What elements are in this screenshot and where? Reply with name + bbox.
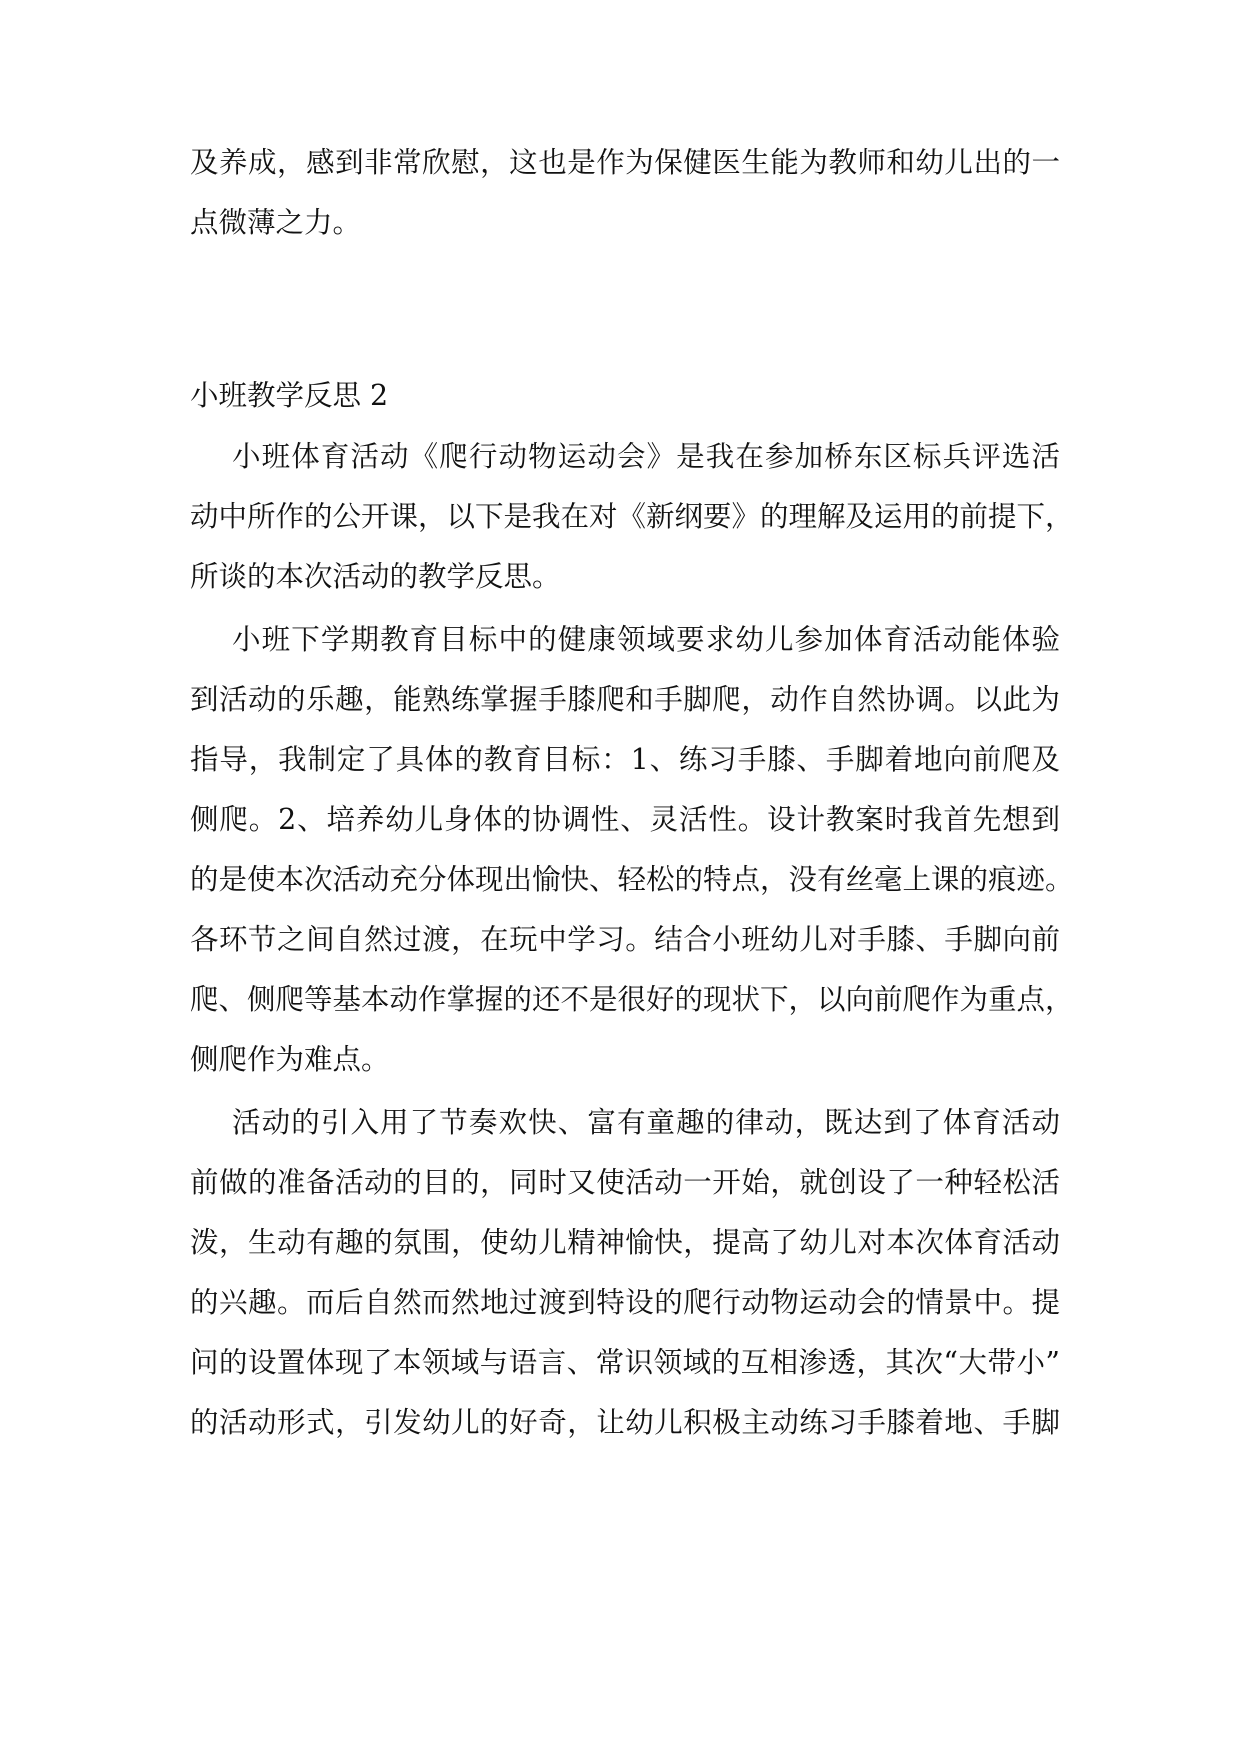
text-line: 前做的准备活动的目的，同时又使活动一开始，就创设了一种轻松活 [190, 1166, 1060, 1199]
text-line: 的是使本次活动充分体现出愉快、轻松的特点，没有丝毫上课的痕迹。 [190, 863, 1074, 896]
text-line: 的兴趣。而后自然而然地过渡到特设的爬行动物运动会的情景中。提 [190, 1286, 1060, 1319]
text-line: 小班下学期教育目标中的健康领域要求幼儿参加体育活动能体验 [232, 623, 1060, 656]
text-line: 各环节之间自然过渡，在玩中学习。结合小班幼儿对手膝、手脚向前 [190, 923, 1060, 956]
text-line: 爬、侧爬等基本动作掌握的还不是很好的现状下，以向前爬作为重点， [190, 983, 1074, 1016]
text-line: 动中所作的公开课，以下是我在对《新纲要》的理解及运用的前提下， [190, 500, 1074, 533]
text-line: 及养成，感到非常欣慰，这也是作为保健医生能为教师和幼儿出的一 [190, 146, 1060, 179]
text-line: 指导，我制定了具体的教育目标：1、练习手膝、手脚着地向前爬及 [190, 743, 1060, 776]
text-line: 到活动的乐趣，能熟练掌握手膝爬和手脚爬，动作自然协调。以此为 [190, 683, 1060, 716]
text-line: 活动的引入用了节奏欢快、富有童趣的律动，既达到了体育活动 [232, 1106, 1060, 1139]
text-line: 所谈的本次活动的教学反思。 [190, 560, 561, 593]
text-line: 点微薄之力。 [190, 206, 362, 239]
text-line: 的活动形式，引发幼儿的好奇，让幼儿积极主动练习手膝着地、手脚 [190, 1406, 1060, 1439]
section-title: 小班教学反思 2 [190, 379, 389, 412]
text-line: 小班体育活动《爬行动物运动会》是我在参加桥东区标兵评选活 [232, 440, 1060, 473]
text-line: 侧爬。2、培养幼儿身体的协调性、灵活性。设计教案时我首先想到 [190, 803, 1060, 836]
text-line: 侧爬作为难点。 [190, 1043, 390, 1076]
text-line: 问的设置体现了本领域与语言、常识领域的互相渗透，其次“大带小” [190, 1346, 1060, 1379]
text-line: 泼，生动有趣的氛围，使幼儿精神愉快，提高了幼儿对本次体育活动 [190, 1226, 1060, 1259]
